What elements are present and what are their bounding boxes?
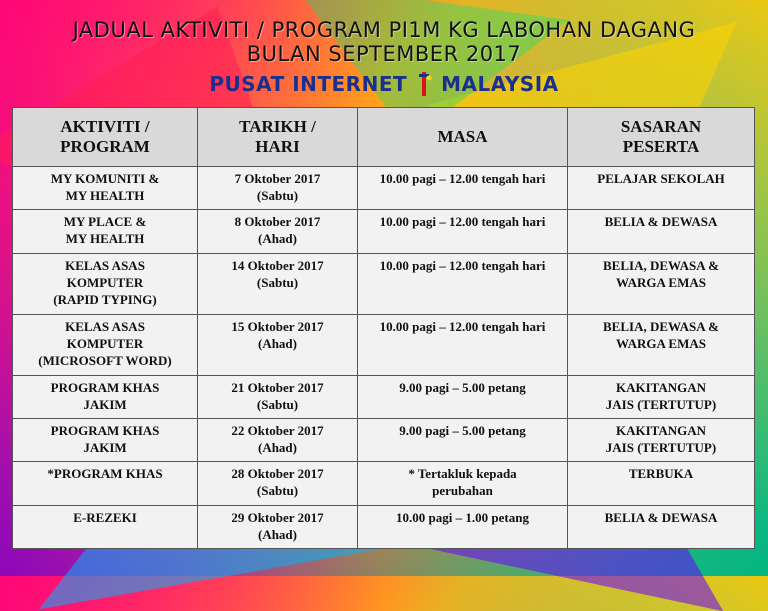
cell-text: MY HEALTH <box>65 231 145 247</box>
cell-masa <box>358 253 568 314</box>
cell-aktiviti <box>13 462 198 505</box>
schedule-table-container <box>12 107 754 549</box>
cell-masa <box>358 419 568 462</box>
table-header-row <box>13 108 755 167</box>
cell-text: MY PLACE & <box>63 214 147 230</box>
column-header-masa <box>358 108 568 167</box>
cell-text: PROGRAM KHAS <box>50 423 160 439</box>
cell-text: MY HEALTH <box>65 188 145 203</box>
cell-text: (Ahad) <box>257 526 297 542</box>
cell-sasaran <box>568 462 755 505</box>
cell-text: JAKIM <box>83 396 127 412</box>
header-text: SASARAN <box>620 117 702 136</box>
cell-sasaran <box>568 167 755 210</box>
cell-text: (Ahad) <box>257 335 297 351</box>
cell-text: BELIA, DEWASA & <box>603 318 719 334</box>
cell-text: 10.00 pagi – 12.00 tengah hari <box>379 257 546 273</box>
cell-aktiviti <box>13 419 198 462</box>
cell-sasaran <box>568 419 755 462</box>
cell-text: BELIA, DEWASA & <box>603 257 719 273</box>
column-header-aktiviti <box>13 108 198 167</box>
cell-tarikh <box>198 314 358 375</box>
cell-text: 14 Oktober 2017 <box>231 257 324 273</box>
schedule-table <box>12 107 755 549</box>
cell-text: PROGRAM KHAS <box>50 379 160 395</box>
table-row <box>13 375 755 418</box>
cell-text: 15 Oktober 2017 <box>231 318 324 334</box>
cell-text: 10.00 pagi – 12.00 tengah hari <box>379 318 546 334</box>
cell-text: (Ahad) <box>257 440 297 456</box>
cell-tarikh <box>198 253 358 314</box>
pusat-internet-malaysia-logo <box>209 72 558 96</box>
cell-text: 8 Oktober 2017 <box>234 214 321 230</box>
cell-masa <box>358 314 568 375</box>
cell-text: perubahan <box>432 483 493 499</box>
cell-text: 9.00 pagi – 5.00 petang <box>399 423 526 439</box>
table-row <box>13 167 755 210</box>
table-row <box>13 462 755 505</box>
cell-text: PELAJAR SEKOLAH <box>597 171 725 186</box>
cell-text: (Sabtu) <box>256 188 299 203</box>
cell-text: JAKIM <box>83 440 127 456</box>
cell-masa <box>358 167 568 210</box>
cell-tarikh <box>198 375 358 418</box>
cell-text: (Sabtu) <box>256 483 299 499</box>
cell-aktiviti <box>13 167 198 210</box>
table-row <box>13 210 755 253</box>
cell-tarikh <box>198 419 358 462</box>
cell-aktiviti <box>13 314 198 375</box>
cell-text: BELIA & DEWASA <box>604 509 718 525</box>
cell-text: (RAPID TYPING) <box>53 291 157 307</box>
cell-masa <box>358 375 568 418</box>
table-row <box>13 505 755 548</box>
cell-aktiviti <box>13 253 198 314</box>
cell-sasaran <box>568 253 755 314</box>
cell-aktiviti <box>13 375 198 418</box>
cell-text: (Ahad) <box>257 231 297 247</box>
header-text: PROGRAM <box>60 137 150 156</box>
header-text: TARIKH / <box>239 117 316 136</box>
cell-text: WARGA EMAS <box>616 274 706 290</box>
cell-aktiviti <box>13 210 198 253</box>
cell-text: 21 Oktober 2017 <box>231 379 324 395</box>
header-text: MASA <box>437 127 488 146</box>
cell-tarikh <box>198 462 358 505</box>
table-body <box>13 167 755 549</box>
cell-text: JAIS (TERTUTUP) <box>605 440 717 456</box>
cell-text: E-REZEKI <box>73 509 137 525</box>
cell-sasaran <box>568 210 755 253</box>
cell-text: (MICROSOFT WORD) <box>38 352 172 368</box>
cell-text: 10.00 pagi – 12.00 tengah hari <box>379 171 546 186</box>
cell-tarikh <box>198 210 358 253</box>
cell-text: * Tertakluk kepada <box>408 466 517 482</box>
cell-text: WARGA EMAS <box>616 335 706 351</box>
logo-text-left: PUSAT INTERNET <box>209 72 408 96</box>
cell-masa <box>358 210 568 253</box>
table-row <box>13 419 755 462</box>
cell-text: BELIA & DEWASA <box>604 214 718 230</box>
cell-aktiviti <box>13 505 198 548</box>
cell-text: KAKITANGAN <box>615 379 707 395</box>
cell-text: KELAS ASAS <box>65 318 145 334</box>
cell-text: KOMPUTER <box>66 274 144 290</box>
logo-text-right: MALAYSIA <box>441 72 559 96</box>
cell-text: JAIS (TERTUTUP) <box>605 396 717 412</box>
page-header <box>0 18 768 96</box>
cell-masa <box>358 505 568 548</box>
cell-text: TERBUKA <box>628 466 694 482</box>
table-row <box>13 314 755 375</box>
header-text: PESERTA <box>622 137 700 156</box>
cell-text: 28 Oktober 2017 <box>231 466 324 482</box>
cell-text: 9.00 pagi – 5.00 petang <box>399 379 526 395</box>
header-text: HARI <box>255 137 300 156</box>
cell-text: KELAS ASAS <box>65 257 145 273</box>
column-header-tarikh <box>198 108 358 167</box>
cell-text: 29 Oktober 2017 <box>231 509 324 525</box>
malaysia-flag-icon <box>413 72 435 96</box>
cell-text: KAKITANGAN <box>615 423 707 439</box>
cell-text: 22 Oktober 2017 <box>231 423 324 439</box>
cell-text: 7 Oktober 2017 <box>234 171 321 186</box>
cell-sasaran <box>568 314 755 375</box>
cell-text: MY KOMUNITI & <box>50 171 160 186</box>
cell-text: (Sabtu) <box>256 274 299 290</box>
cell-tarikh <box>198 505 358 548</box>
cell-text: 10.00 pagi – 1.00 petang <box>396 509 529 525</box>
cell-text: (Sabtu) <box>256 396 299 412</box>
cell-text: KOMPUTER <box>66 335 144 351</box>
table-row <box>13 253 755 314</box>
cell-sasaran <box>568 375 755 418</box>
cell-text: 10.00 pagi – 12.00 tengah hari <box>379 214 546 230</box>
cell-masa <box>358 462 568 505</box>
page-title: JADUAL AKTIVITI / PROGRAM PI1M KG LABOHAN DAGANG <box>72 18 696 42</box>
cell-tarikh <box>198 167 358 210</box>
column-header-sasaran <box>568 108 755 167</box>
cell-sasaran <box>568 505 755 548</box>
header-text: AKTIVITI / <box>60 117 150 136</box>
cell-text: *PROGRAM KHAS <box>47 466 163 482</box>
page-subtitle: BULAN SEPTEMBER 2017 <box>246 42 522 66</box>
